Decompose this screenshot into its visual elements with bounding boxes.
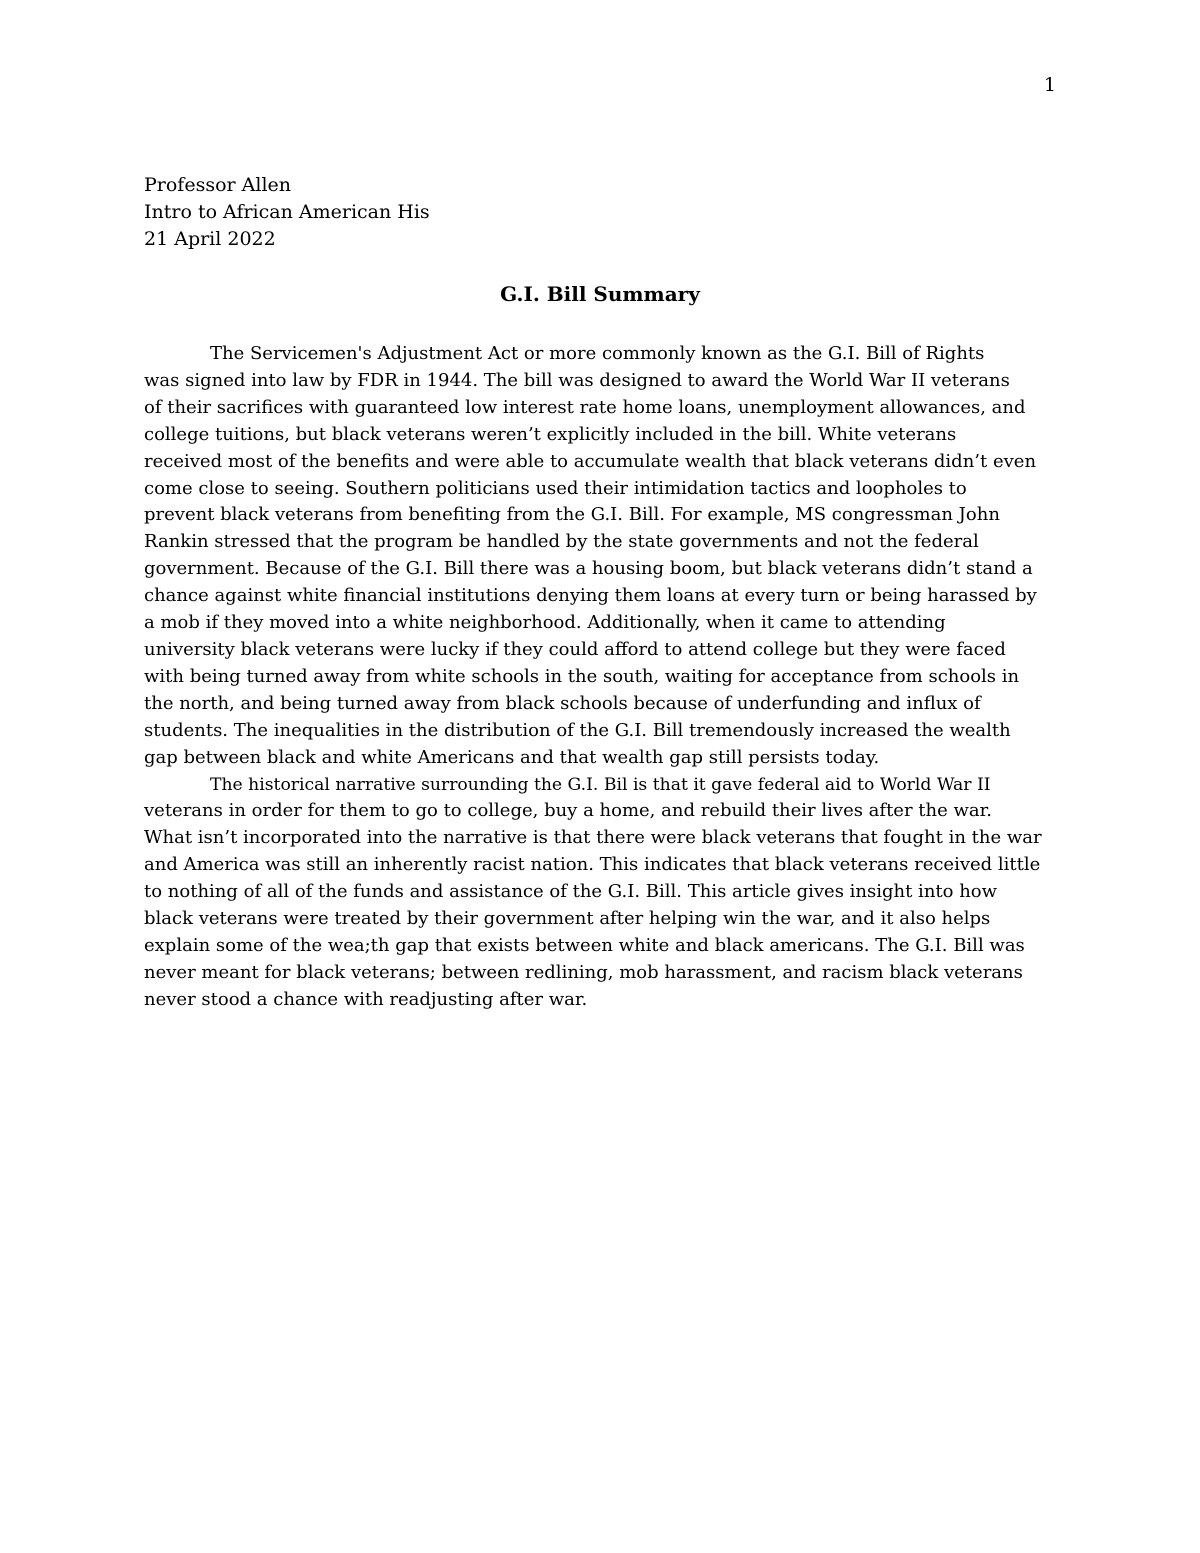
text-line: to nothing of all of the funds and assistance of the G.I. Bill. This article gives insight into how [144,881,998,903]
course-name: Intro to African American His [144,201,430,223]
text-line: The historical narrative surrounding the G.I. Bil is that it gave federal aid to World War II [210,774,991,795]
text-line: of their sacrifices with guaranteed low interest rate home loans, unemployment allowances, and [144,396,1026,418]
text-line: black veterans were treated by their government after helping win the war, and it also helps [144,908,991,930]
text-line: gap between black and white Americans and that wealth gap still persists today. [144,746,880,768]
text-line: was signed into law by FDR in 1944. The bill was designed to award the World War II veterans [144,369,1010,391]
text-line: explain some of the wea;th gap that exists between white and black americans. The G.I. Bill was [144,934,1025,956]
text-line: never meant for black veterans; between redlining, mob harassment, and racism black veterans [144,961,1023,983]
date: 21 April 2022 [144,228,276,250]
document-body [144,341,1056,1014]
text-line: What isn’t incorporated into the narrative is that there were black veterans that fought in the war [144,827,1042,849]
text-line: The Servicemen's Adjustment Act or more commonly known as the G.I. Bill of Rights [210,343,985,364]
text-line: veterans in order for them to go to college, buy a home, and rebuild their lives after the war. [144,800,992,822]
professor-name: Professor Allen [144,174,291,196]
text-line: university black veterans were lucky if they could afford to attend college but they were faced [144,638,1006,660]
page-number: 1 [1043,74,1056,96]
document-title: G.I. Bill Summary [500,282,700,306]
text-line: Rankin stressed that the program be handled by the state governments and not the federal [144,531,979,553]
text-line: prevent black veterans from benefiting from the G.I. Bill. For example, MS congressman John [144,504,1000,526]
text-line: never stood a chance with readjusting after war. [144,988,588,1010]
text-line: a mob if they moved into a white neighborhood. Additionally, when it came to attending [144,612,946,634]
text-line: with being turned away from white schools in the south, waiting for acceptance from schools in [144,665,1020,687]
text-line: the north, and being turned away from black schools because of underfunding and influx of [144,692,981,714]
text-line: come close to seeing. Southern politicians used their intimidation tactics and loopholes to [144,477,967,499]
text-line: chance against white financial institutions denying them loans at every turn or being harassed by [144,585,1037,607]
mla-heading [144,172,1056,253]
text-line: college tuitions, but black veterans weren’t explicitly included in the bill. White veterans [144,423,957,445]
text-line: students. The inequalities in the distribution of the G.I. Bill tremendously increased the wealth [144,719,1011,741]
text-line: received most of the benefits and were able to accumulate wealth that black veterans didn’t even [144,450,1037,472]
text-line: government. Because of the G.I. Bill there was a housing boom, but black veterans didn’t stand a [144,558,1033,580]
text-line: and America was still an inherently racist nation. This indicates that black veterans received little [144,854,1041,876]
paragraph-1 [144,341,1056,772]
paragraph-2 [144,772,1056,1014]
